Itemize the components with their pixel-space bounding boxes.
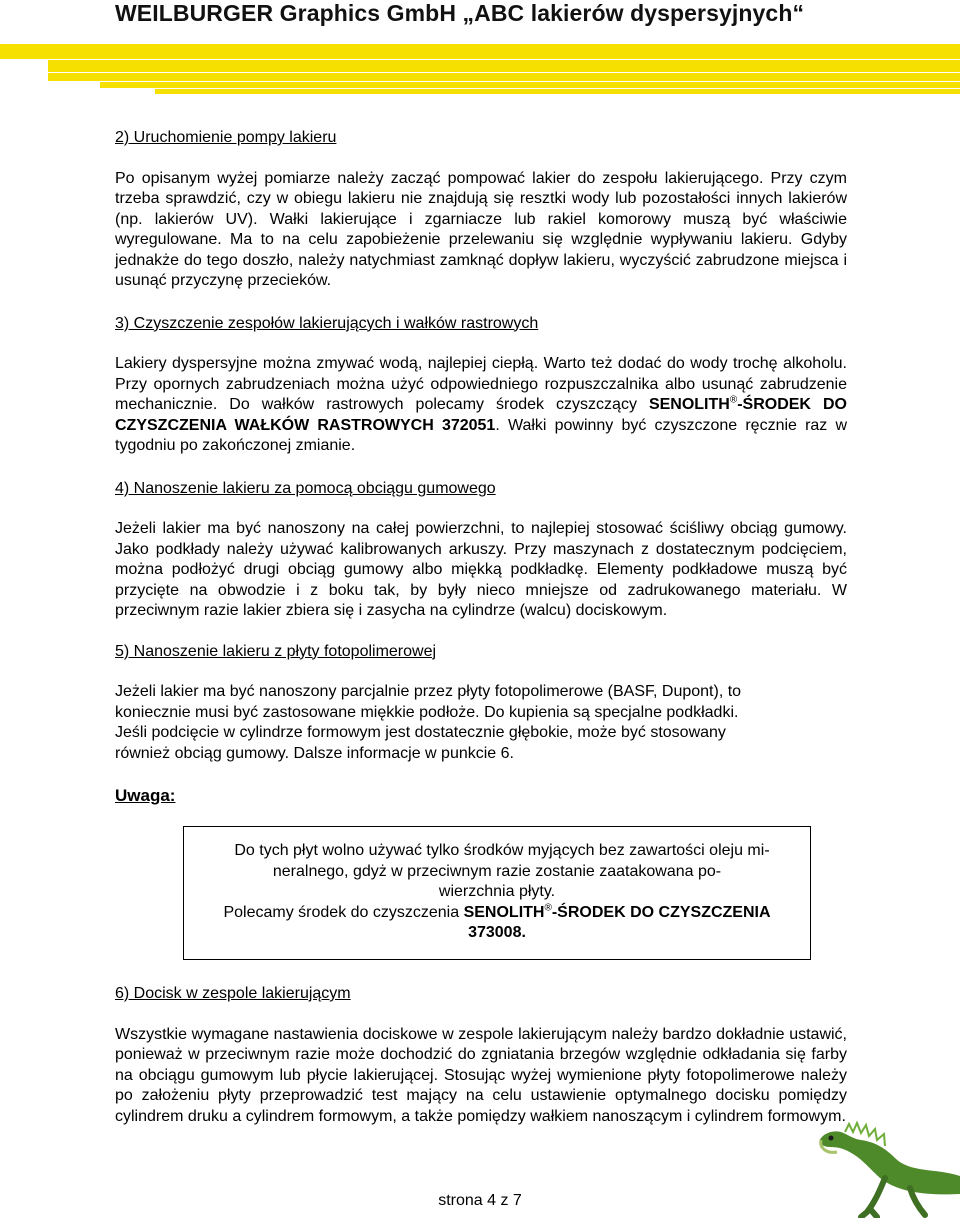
section-3-text xyxy=(115,354,847,457)
notice-line-2: neralnego, gdyż w przeciwnym razie zostanie zaatakowana po- xyxy=(272,862,722,880)
section-4-heading: 4) Nanoszenie lakieru za pomocą obciągu gumowego xyxy=(115,479,496,497)
stripe-5 xyxy=(155,89,960,94)
notice-line-4 xyxy=(192,903,802,924)
document-body xyxy=(115,128,847,807)
section-5-heading: 5) Nanoszenie lakieru z płyty fotopolimerowej xyxy=(115,642,437,660)
section-4-text: Jeżeli lakier ma być nanoszony na całej powierzchni, to najlepiej stosować ściśliwy obciąg gumowy. Jako podkłady należy używać kalibrowanych arkuszy. Przy maszynach z dostatecznym podcięciem, można podłożyć drugi obciąg gumowy albo miękką podkładkę. Elementy podkładowe muszą być przycięte na obwodzie i z boku tak, by były nieco mniejsze od zadrukowanego materiału. W przeciwnym razie lakier zbiera się i zasycha na cylindrze (walcu) dociskowym. xyxy=(115,520,847,619)
document-body-lower xyxy=(115,984,847,1127)
notice-product-name: SENOLITH xyxy=(463,903,545,921)
stripe-1 xyxy=(0,44,960,59)
notice-line-1: Do tych płyt wolno używać tylko środków myjących bez zawartości oleju mi- xyxy=(234,842,770,859)
section-3-text-a: Lakiery dyspersyjne można zmywać wodą, najlepiej ciepłą. Warto też dodać do wody trochę alkoholu. Przy opornych zabrudzeniach można użyć odpowiedniego rozpuszczalnika albo usunąć zabrudzenie mechanicznie. Do wałków rastrowych polecamy środek czyszczący xyxy=(115,355,847,413)
notice-product-rest: -ŚRODEK DO CZYSZCZENIA xyxy=(551,903,771,921)
stripe-3 xyxy=(48,73,960,81)
section-2-heading: 2) Uruchomienie pompy lakieru xyxy=(115,129,337,146)
section-2-text: Po opisanym wyżej pomiarze należy zacząć pompować lakier do zespołu lakierującego. Przy czym trzeba sprawdzić, czy w obiegu lakieru nie znajdują się resztki wody lub pozostałości innych lakierów (np. lakierów UV). Wałki lakierujące i zgarniacze lub rakiel komorowy muszą być właściwie wyregulowane. Ma to na celu zapobieżenie przelewaniu się względnie wypływaniu lakieru. Gdyby jednakże do tego doszło, należy natychmiast zamknąć dopływ lakieru, wyczyścić zabrudzone miejsca i usunąć przyczynę przecieków. xyxy=(115,169,847,289)
section-6-heading: 6) Docisk w zespole lakierującym xyxy=(115,985,351,1002)
stripe-2 xyxy=(48,60,960,72)
section-6-text: Wszystkie wymagane nastawienia dociskowe w zespole lakierującym należy bardzo dokładnie ustawić, ponieważ w przeciwnym razie może dochodzić do zgniatania brzegów względnie odkładania się farby na obciągu gumowym lub płycie lakierującej. Stosując wyżej wymienione płyty fotopolimerowe należy po założeniu płyty przeprowadzić test mający na celu ustawienie optymalnego docisku pomiędzy cylindrem druku a cylindrem formowym, a także pomiędzy wałkiem nanoszącym i cylindrem formowym. xyxy=(115,1025,847,1125)
document-title: WEILBURGER Graphics GmbH „ABC lakierów dyspersyjnych“ xyxy=(115,0,805,26)
stripe-4 xyxy=(100,82,960,88)
section-3-heading: 3) Czyszczenie zespołów lakierujących i wałków rastrowych xyxy=(115,314,539,332)
section-5-line-1: Jeżeli lakier ma być nanoszony parcjalnie przez płyty fotopolimerowe (BASF, Dupont), to xyxy=(115,683,742,700)
notice-line-3: wierzchnia płyty. xyxy=(438,883,556,900)
product-name: SENOLITH xyxy=(648,396,730,413)
section-5-line-3: Jeśli podcięcie w cylindrze formowym jest dostatecznie głębokie, może być stosowany xyxy=(115,724,726,741)
uwaga-label: Uwaga: xyxy=(115,786,176,805)
product-rest: -ŚRODEK DO CZYSZCZENIA WAŁKÓW RASTROWYCH 372051 xyxy=(115,396,847,434)
iguana-icon xyxy=(735,1118,960,1218)
notice-registered-mark: ® xyxy=(544,902,552,914)
notice-line-4-pre: Polecamy środek do czyszczenia xyxy=(223,903,464,921)
notice-box xyxy=(183,826,811,960)
section-5-line-4: również obciąg gumowy. Dalsze informacje w punkcie 6. xyxy=(115,744,514,762)
page-number: strona 4 z 7 xyxy=(438,1192,522,1209)
section-3-text-b: . Wałki powinny być czyszczone ręcznie raz w tygodniu po zakończonej zmianie. xyxy=(115,416,848,454)
notice-product-code: 373008. xyxy=(468,924,526,941)
section-5-line-2: koniecznie musi być zastosowane miękkie podłoże. Do kupienia są specjalne podkładki. xyxy=(115,703,739,721)
registered-mark: ® xyxy=(729,394,738,406)
